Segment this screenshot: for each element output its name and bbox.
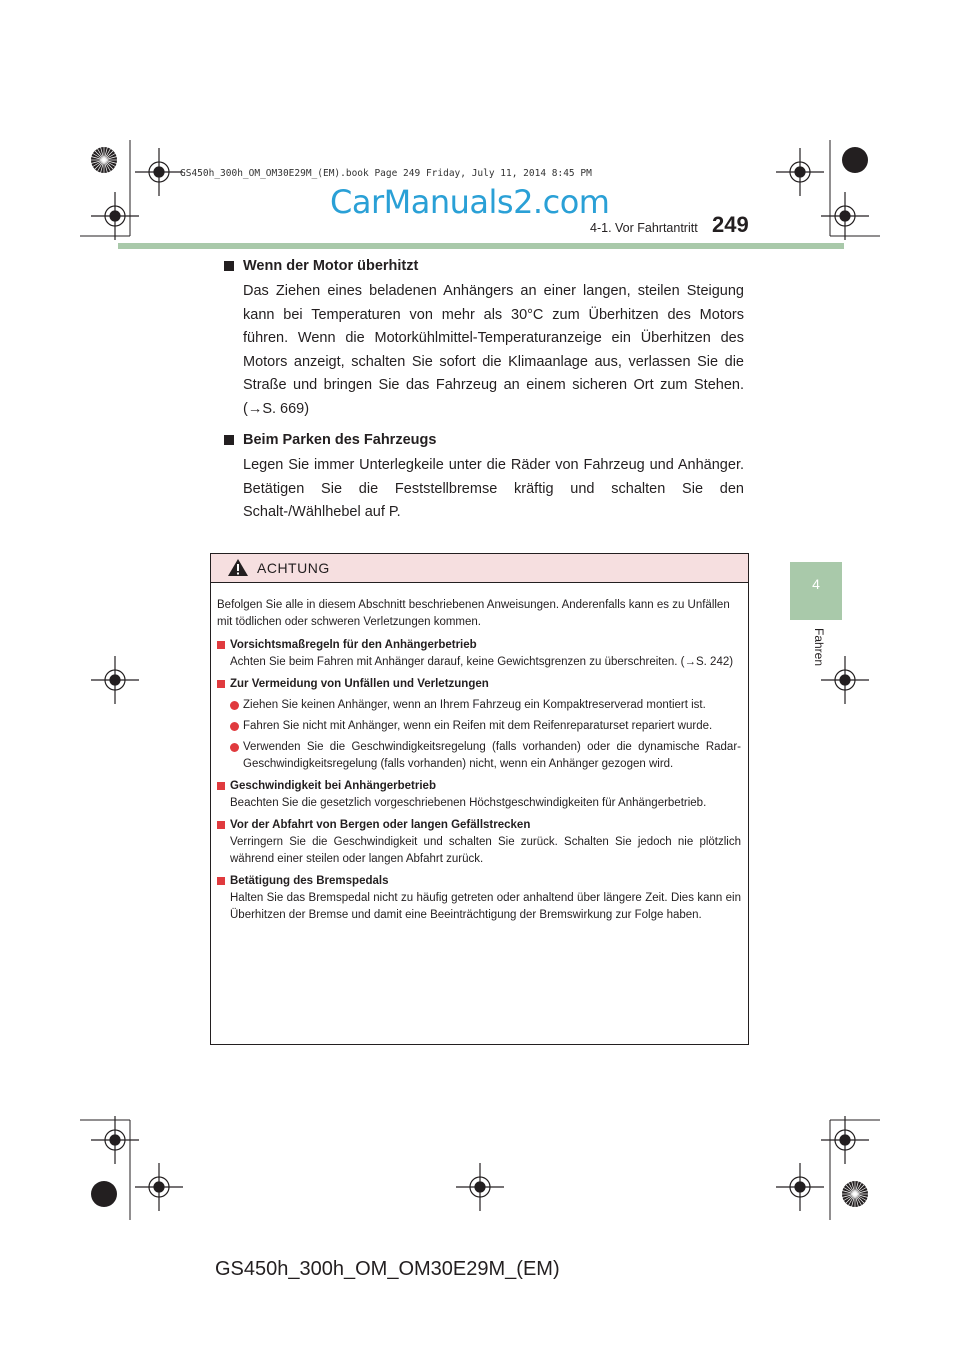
section-heading [224,258,744,274]
crosshair-mark-icon [135,148,183,196]
warning-box [210,553,749,1045]
section-body: Das Ziehen eines beladenen Anhängers an einer langen, steilen Steigung kann bei Temperaturen von mehr als 30°C zum Überhitzen des Motors führen. Wenn die Motorkühlmittel-Temperaturanzeige ein Überhitzen des Motors anzeigt, schalten Sie sofort die Klimaanlage aus, verlassen Sie die Straße und bringen Sie das Fahrzeug an einem sicheren Ort zum Stehen. (→S. 669) [243,283,744,417]
print-stamp: GS450h_300h_OM_OM30E29M_(EM).book Page 249 Friday, July 11, 2014 8:45 PM [180,168,592,179]
warning-item-title: Betätigung des Bremspedals [217,873,741,890]
main-content [224,258,744,525]
warning-bullet: Ziehen Sie keinen Anhänger, wenn an Ihrem Fahrzeug ein Kompaktreserverad montiert ist. [217,697,741,714]
round-bullet-icon [230,701,239,710]
round-bullet-icon [230,743,239,752]
crosshair-mark-icon [821,192,869,240]
warning-body [211,583,748,924]
crosshair-mark-icon [776,148,824,196]
crosshair-mark-icon [91,656,139,704]
warning-item-title: Geschwindigkeit bei Anhängerbetrieb [217,778,741,795]
warning-intro: Befolgen Sie alle in diesem Abschnitt beschriebenen Anweisungen. Anderenfalls kann es zu Unfällen mit tödlichen oder schweren Verletzungen kommen. [217,599,730,628]
section-body: Legen Sie immer Unterlegkeile unter die Räder von Fahrzeug und Anhänger. Betätigen Sie die Feststellbremse kräftig und schalten Sie den Schalt-/Wählhebel auf P. [243,457,744,520]
warning-item [217,637,741,671]
warning-item-text: Halten Sie das Bremspedal nicht zu häufig getreten oder anhaltend über längere Zeit. Dies kann ein Überhitzen der Bremse und damit eine Beeinträchtigung der Bremswirkung zur Folge haben. [230,892,741,921]
crosshair-mark-icon [91,1116,139,1164]
square-bullet-icon [217,782,225,790]
registration-dot-icon [842,147,868,173]
square-bullet-icon [217,641,225,649]
warning-item [217,676,741,773]
warning-item-text: Achten Sie beim Fahren mit Anhänger darauf, keine Gewichtsgrenzen zu überschreiten. (→S. 242) [230,656,734,668]
warning-triangle-icon [227,558,249,577]
warning-title: ACHTUNG [257,560,330,576]
crosshair-mark-icon [776,1163,824,1211]
starburst-mark-icon [91,147,117,173]
crosshair-mark-icon [135,1163,183,1211]
round-bullet-icon [230,722,239,731]
warning-item-title: Zur Vermeidung von Unfällen und Verletzungen [217,676,741,693]
header-rule [118,243,844,249]
warning-item [217,817,741,868]
warning-header [211,554,748,583]
warning-bullet: Fahren Sie nicht mit Anhänger, wenn ein Reifen mit dem Reifenreparaturset repariert wurde. [217,718,741,735]
page-number: 249 [712,212,749,237]
square-bullet-icon [217,680,225,688]
section-parking [224,432,744,525]
warning-item [217,873,741,924]
square-bullet-icon [224,435,234,445]
starburst-mark-icon [842,1181,868,1207]
crosshair-mark-icon [456,1163,504,1211]
crosshair-mark-icon [91,192,139,240]
warning-bullet: Verwenden Sie die Geschwindigkeitsregelung (falls vorhanden) oder die dynamische Radar-Geschwindigkeitsregelung (falls vorhanden) nicht, wenn ein Anhänger gezogen wird. [217,739,741,773]
section-heading-text: Wenn der Motor überhitzt [243,258,419,274]
warning-item [217,778,741,812]
square-bullet-icon [217,821,225,829]
crosshair-mark-icon [821,1116,869,1164]
watermark-logo: CarManuals2.com [330,183,610,221]
warning-item-title: Vor der Abfahrt von Bergen oder langen Gefällstrecken [217,817,741,834]
section-heading [224,432,744,448]
warning-item-text: Verringern Sie die Geschwindigkeit und schalten Sie zurück. Schalten Sie jedoch nie plötzlich während einer steilen oder langen Abfahrt zurück. [230,836,741,865]
section-overheat [224,258,744,421]
square-bullet-icon [224,261,234,271]
square-bullet-icon [217,877,225,885]
crosshair-mark-icon [821,656,869,704]
header-section-title: 4-1. Vor Fahrtantritt [590,221,698,235]
chapter-tab-number: 4 [812,576,820,592]
footer-document-code: GS450h_300h_OM_OM30E29M_(EM) [215,1258,560,1280]
registration-dot-icon [91,1181,117,1207]
chapter-tab-label: Fahren [812,628,826,667]
warning-item-text: Beachten Sie die gesetzlich vorgeschriebenen Höchstgeschwindigkeiten für Anhängerbetrieb. [230,797,707,809]
section-heading-text: Beim Parken des Fahrzeugs [243,432,437,448]
warning-item-title: Vorsichtsmaßregeln für den Anhängerbetrieb [217,637,741,654]
